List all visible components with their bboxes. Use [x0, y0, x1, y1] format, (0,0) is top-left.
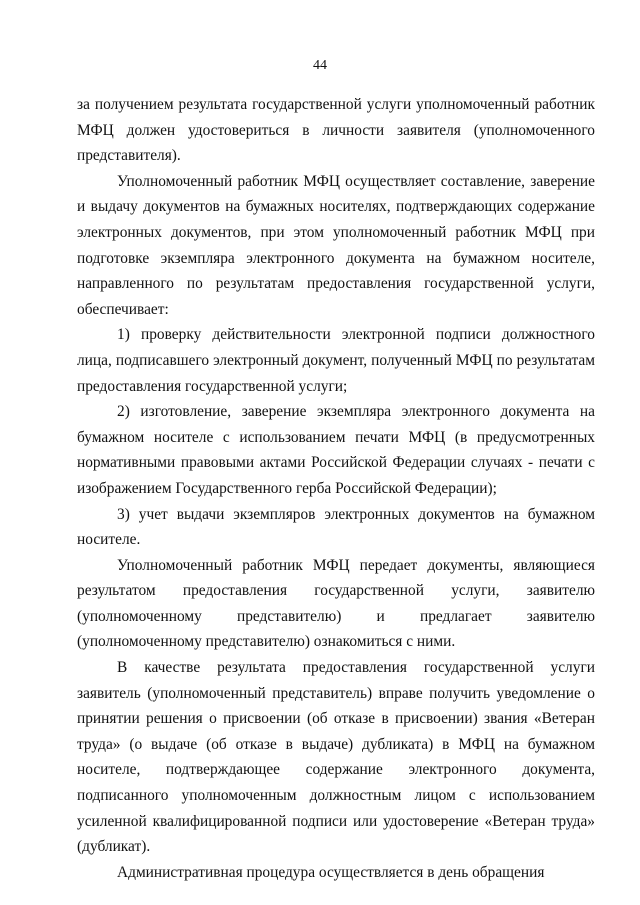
document-body	[77, 92, 595, 885]
paragraph-6: Уполномоченный работник МФЦ передает документы, являющиеся результатом предоставления государственной услуги, заявителю (уполномоченному представителю) и предлагает заявителю (уполномоченному представителю) ознакомиться с ними.	[77, 556, 595, 651]
paragraph-3: 1) проверку действительности электронной подписи должностного лица, подписавшего электронный документ, полученный МФЦ по результатам предоставления государственной услуги;	[77, 326, 595, 395]
paragraph-7: В качестве результата предоставления государственной услуги заявитель (уполномоченный представитель) вправе получить уведомление о принятии решения о присвоении (об отказе в присвоении) звания «Ветеран труда» (о выдаче (об отказе в выдаче) дубликата) в МФЦ на бумажном носителе, подтверждающее содержание электронного документа, подписанного уполномоченным должностным лицом с использованием усиленной квалифицированной подписи или удостоверение «Ветеран труда» (дубликат).	[77, 659, 595, 856]
page-number: 44	[313, 58, 327, 73]
paragraph-1: за получением результата государственной услуги уполномоченный работник МФЦ должен удостовериться в личности заявителя (уполномоченного представителя).	[77, 96, 595, 165]
paragraph-8: Административная процедура осуществляется в день обращения	[117, 863, 545, 881]
paragraph-4: 2) изготовление, заверение экземпляра электронного документа на бумажном носителе с использованием печати МФЦ (в предусмотренных нормативными правовыми актами Российской Федерации случаях - печати с изображением Государственного герба Российской Федерации);	[77, 403, 595, 497]
paragraph-5: 3) учет выдачи экземпляров электронных документов на бумажном носителе.	[77, 505, 595, 549]
paragraph-2: Уполномоченный работник МФЦ осуществляет составление, заверение и выдачу документов на бумажных носителях, подтверждающих содержание электронных документов, при этом уполномоченный работник МФЦ при подготовке экземпляра электронного документа на бумажном носителе, направленного по результатам предоставления государственной услуги, обеспечивает:	[77, 172, 595, 318]
